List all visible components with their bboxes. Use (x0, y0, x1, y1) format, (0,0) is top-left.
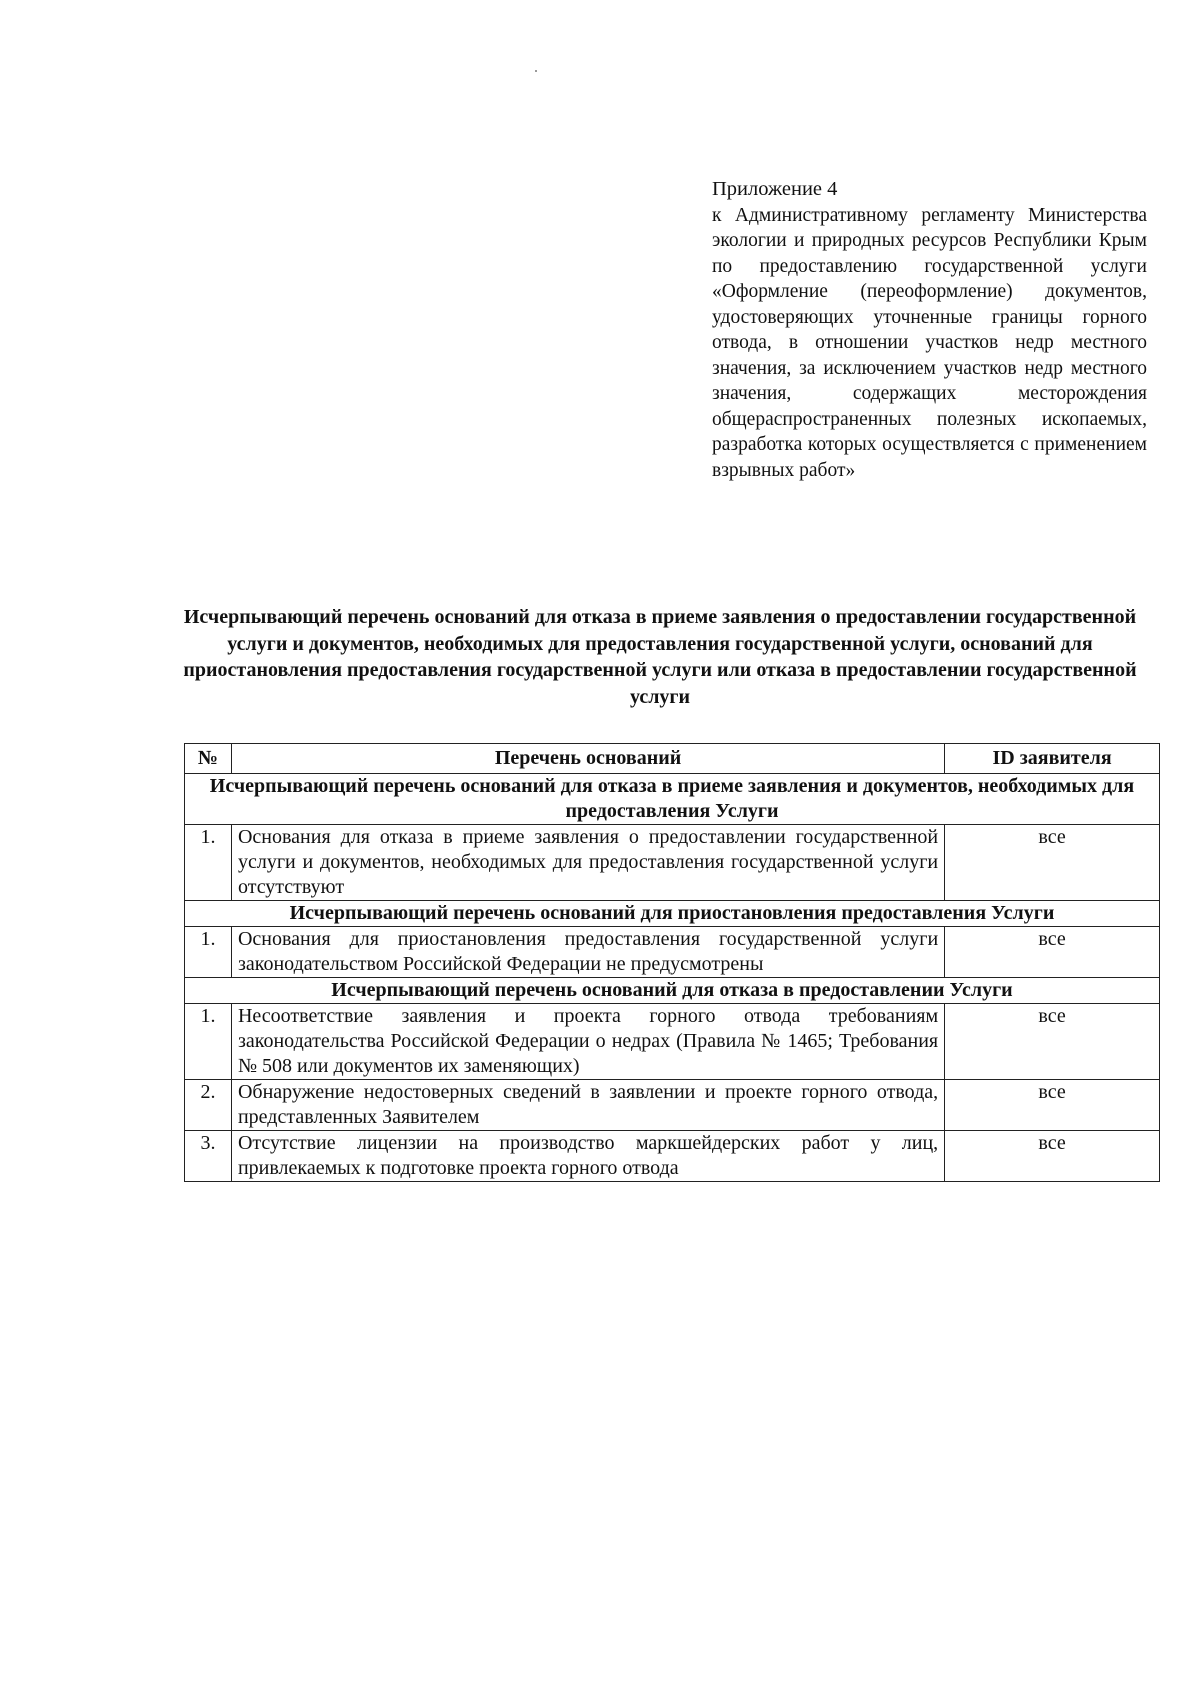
header-num: № (185, 744, 232, 774)
section-header-row (185, 901, 1160, 927)
row-applicant-id: все (945, 1080, 1160, 1131)
row-applicant-id: все (945, 1004, 1160, 1080)
row-num: 2. (185, 1080, 232, 1131)
table-header-row (185, 744, 1160, 774)
document-title: Исчерпывающий перечень оснований для отказа в приеме заявления о предоставлении государственной услуги и документов, необходимых для предоставления государственной услуги, оснований для приостановления предоставления государственной услуги или отказа в предоставлении государственной услуги (183, 606, 1137, 708)
section-title-suspension: Исчерпывающий перечень оснований для приостановления предоставления Услуги (185, 901, 1160, 927)
row-num: 1. (185, 927, 232, 978)
grounds-table (184, 743, 1160, 1182)
row-text: Обнаружение недостоверных сведений в заявлении и проекте горного отвода, представленных Заявителем (231, 1080, 944, 1131)
section-title-service-refusal: Исчерпывающий перечень оснований для отказа в предоставлении Услуги (185, 978, 1160, 1004)
row-applicant-id: все (945, 927, 1160, 978)
row-num: 1. (185, 825, 232, 901)
header-applicant-id: ID заявителя (945, 744, 1160, 774)
appendix-title: Приложение 4 (712, 178, 838, 200)
row-text: Отсутствие лицензии на производство маркшейдерских работ у лиц, привлекаемых к подготовке проекта горного отвода (231, 1131, 944, 1182)
table-row (185, 1080, 1160, 1131)
row-num: 1. (185, 1004, 232, 1080)
row-applicant-id: все (945, 825, 1160, 901)
appendix-body: к Административному регламенту Министерства экологии и природных ресурсов Республики Крым по предоставлению государственной услуги «Оформление (переоформление) документов, удостоверяющих уточненные границы горного отвода, в отношении участков недр местного значения, за исключением участков недр местного значения, содержащих месторождения общераспространенных полезных ископаемых, разработка которых осуществляется с применением взрывных работ» (712, 204, 1147, 481)
table-row (185, 825, 1160, 901)
row-text: Несоответствие заявления и проекта горного отвода требованиям законодательства Российской Федерации о недрах (Правила № 1465; Требования № 508 или документов их заменяющих) (231, 1004, 944, 1080)
row-text: Основания для приостановления предоставления государственной услуги законодательством Российской Федерации не предусмотрены (231, 927, 944, 978)
header-grounds: Перечень оснований (231, 744, 944, 774)
row-num: 3. (185, 1131, 232, 1182)
table-row (185, 927, 1160, 978)
table-row (185, 1131, 1160, 1182)
appendix-block (712, 177, 1147, 483)
section-header-row (185, 774, 1160, 825)
section-header-row (185, 978, 1160, 1004)
table-row (185, 1004, 1160, 1080)
row-text: Основания для отказа в приеме заявления о предоставлении государственной услуги и документов, необходимых для предоставления государственной услуги отсутствуют (231, 825, 944, 901)
section-title-reception-refusal: Исчерпывающий перечень оснований для отказа в приеме заявления и документов, необходимых для предоставления Услуги (185, 774, 1160, 825)
row-applicant-id: все (945, 1131, 1160, 1182)
scan-speck (535, 70, 537, 72)
